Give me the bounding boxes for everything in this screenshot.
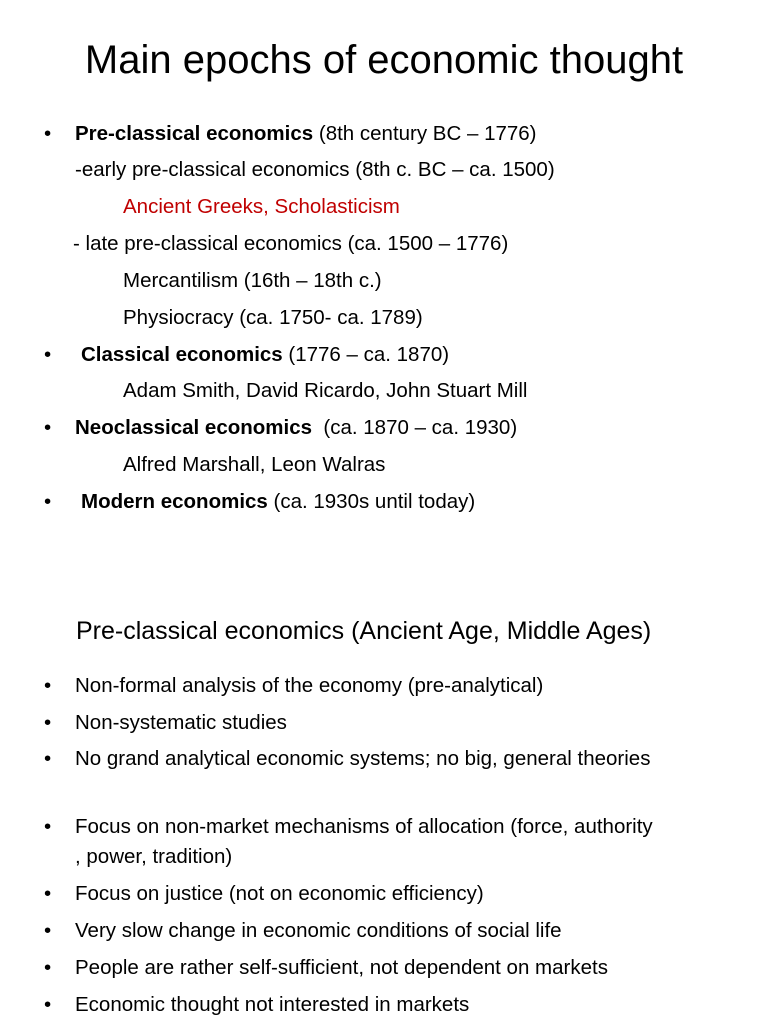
neoclassical-people: Alfred Marshall, Leon Walras [123,453,386,476]
list-item: Non-systematic studies [75,711,287,734]
bullet-marker: • [44,747,52,770]
classical-label: Classical economics [81,343,283,366]
bullet-marker: • [44,416,52,439]
early-preclassical-examples: Ancient Greeks, Scholasticism [123,195,400,218]
physiocracy-line: Physiocracy (ca. 1750- ca. 1789) [123,306,423,329]
section-subtitle: Pre-classical economics (Ancient Age, Middle Ages) [76,617,652,645]
bullet-marker: • [44,674,52,697]
modern-label: Modern economics [81,490,268,513]
neoclassical-heading [75,413,517,443]
list-item: No grand analytical economic systems; no big, general theories [75,747,651,770]
list-item: People are rather self-sufficient, not dependent on markets [75,956,608,979]
list-item: Economic thought not interested in markets [75,993,470,1016]
preclassical-range: (8th century BC – 1776) [313,122,537,145]
bullet-marker: • [44,882,52,905]
preclassical-heading [75,119,537,149]
bullet-marker: • [44,815,52,838]
slide-title: Main epochs of economic thought [84,38,684,82]
mercantilism-line: Mercantilism (16th – 18th c.) [123,269,382,292]
modern-heading [81,487,475,517]
bullet-marker: • [44,711,52,734]
list-item: Very slow change in economic conditions of social life [75,919,562,942]
preclassical-label: Pre-classical economics [75,122,314,145]
list-item: Focus on non-market mechanisms of allocation (force, authority , power, tradition) [75,815,653,868]
bullet-marker: • [44,122,52,145]
bullet-marker: • [44,343,52,366]
classical-heading [81,340,449,370]
neoclassical-range: (ca. 1870 – ca. 1930) [312,416,518,439]
bullet-marker: • [44,919,52,942]
list-item: Non-formal analysis of the economy (pre-analytical) [75,674,544,697]
classical-range: (1776 – ca. 1870) [282,343,450,366]
bullet-marker: • [44,956,52,979]
classical-people: Adam Smith, David Ricardo, John Stuart Mill [123,379,528,402]
bullet-marker: • [44,490,52,513]
late-preclassical-line: - late pre-classical economics (ca. 1500 – 1776) [73,232,509,255]
list-item: Focus on justice (not on economic efficiency) [75,882,484,905]
neoclassical-label: Neoclassical economics [75,416,313,439]
bullet-marker: • [44,993,52,1016]
modern-range: (ca. 1930s until today) [267,490,476,513]
early-preclassical-line: -early pre-classical economics (8th c. BC – ca. 1500) [75,158,555,181]
